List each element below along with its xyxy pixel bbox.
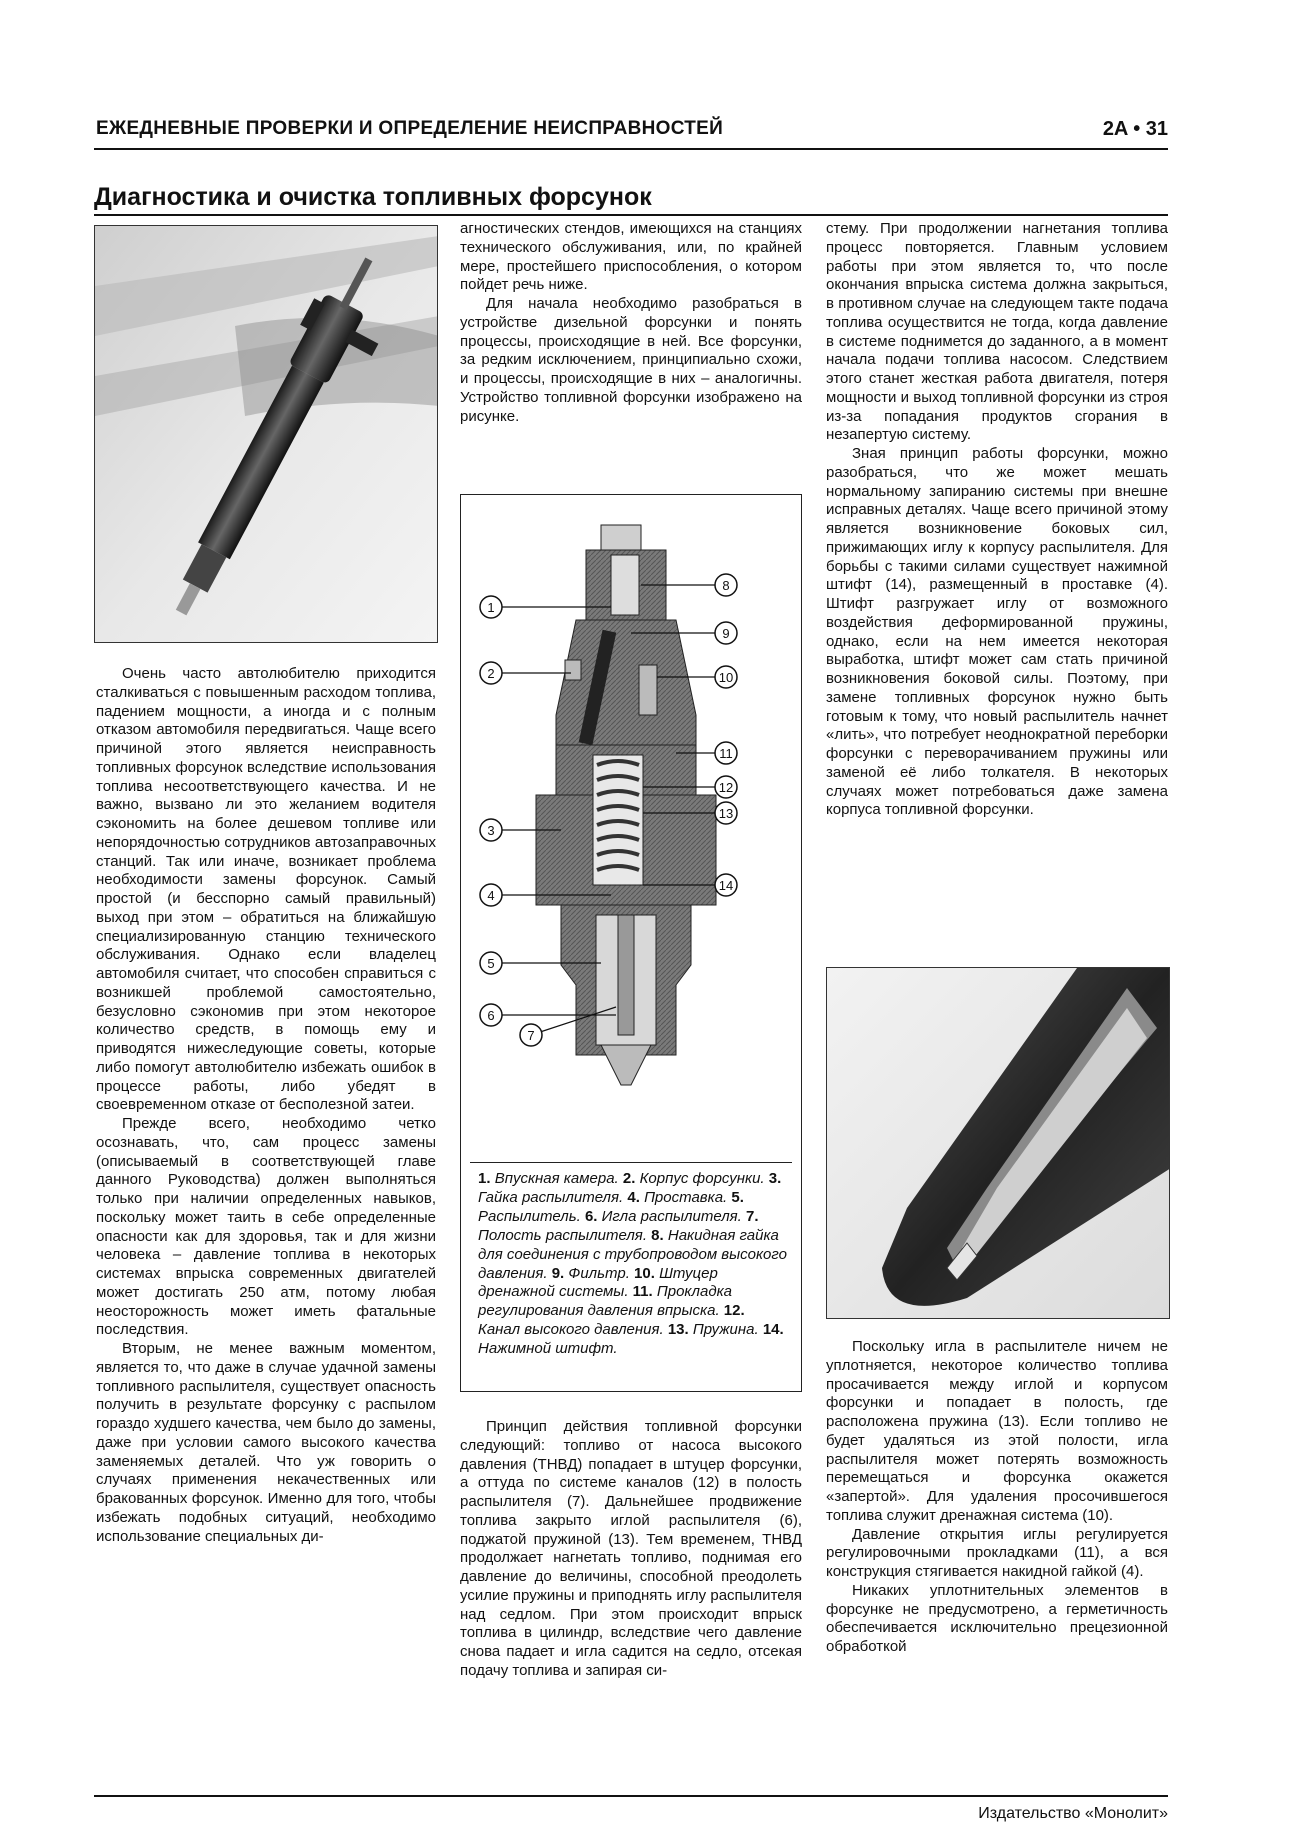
publisher-footer: Издательство «Монолит»	[978, 1805, 1168, 1822]
column-1-text	[96, 665, 436, 1546]
paragraph: стему. При продолжении нагнетания топлива процесс повторяется. Главным условием работы при этом является то, что после окончания впрыска система должна закрыться, в противном случае на следующем такте подача топлива осуществится не тогда, когда давление в системе поднимется до заданного, а в момент начала подачи топлива насосом. Следствием этого станет жесткая работа двигателя, потеря мощности и выход топливной форсунки из строя из-за попадания продуктов сгорания в незапертую систему.	[826, 220, 1168, 444]
figure-caption: 1. Впускная камера. 2. Корпус форсунки. 3. Гайка распылителя. 4. Проставка. 5. Распылитель. 6. Игла распылителя. 7. Полость распылителя. 8. Накидная гайка для соединения с трубопроводом высокого давления. 9. Фильтр. 10. Штуцер дренажной системы. 11. Прокладка регулирования давления впрыска. 12. Канал высокого давления. 13. Пружина. 14. Нажимной штифт.	[478, 1170, 787, 1358]
paragraph: Прежде всего, необходимо четко осознавать, что, сам процесс замены (описываемый в соответствующей главе данного Руководства) должен выполняться только при наличии определенных навыков, поскольку может таить в себе определенные опасности как для здоровья, так и для жизни человека – давление топлива в некоторых системах впрыска современных двигателей может достигать 250 атм, потому любая неосторожность может иметь фатальные последствия.	[96, 1115, 436, 1339]
callout-7: 7	[527, 1028, 535, 1043]
running-header-title: ЕЖЕДНЕВНЫЕ ПРОВЕРКИ И ОПРЕДЕЛЕНИЕ НЕИСПРАВНОСТЕЙ	[96, 118, 724, 139]
paragraph: Никаких уплотнительных элементов в форсунке не предусмотрено, а герметичность обеспечивается исключительно прецезионной обработкой	[826, 1581, 1168, 1655]
page-number: 2A • 31	[1102, 118, 1168, 140]
header-rule	[94, 148, 1168, 150]
column-2-continued-text	[460, 1418, 802, 1681]
paragraph: Давление открытия иглы регулируется регулировочными прокладками (11), а вся конструкция стягивается накидной гайкой (4).	[826, 1525, 1168, 1580]
column-3-continued-text	[826, 1338, 1168, 1657]
paragraph: Очень часто автолюбителю приходится сталкиваться с повышенным расходом топлива, падением мощности, а иногда и с полным отказом автомобиля передвигаться. Чаще всего причиной этого является неисправность топливных форсунок вследствие использования топлива несоответствующего качества. И не важно, вызвано ли это желанием водителя сэкономить на более дешевом топливе или непорядочностью сотрудников автозаправочных станций. Так или иначе, возникает проблема необходимости замены форсунок. Самый простой (и бесспорно самый правильный) выход при этом – обратиться на ближайшую специализированную станцию технического обслуживания. Однако если владелец автомобиля считает, что способен справиться с возникшей проблемой самостоятельно, безусловно сэкономив при этом некоторое количество средств, в помощь ему и приводятся нижеследующие советы, которые либо помогут автолюбителю избежать ошибок в процессе работы, либо убедят в своевременном отказе от бесполезной затеи.	[96, 665, 436, 1114]
column-3-text	[826, 220, 1168, 820]
callout-10: 10	[718, 670, 734, 685]
paragraph: Поскольку игла в распылителе ничем не уплотняется, некоторое количество топлива просачивается между иглой и корпусом форсунки и попадает в полость, где расположена пружина (13). Если топливо не будет удаляться из этой полости, игла распылителя может потерять возможность перемещаться и форсунка окажется «запертой». Для удаления просочившегося топлива служит дренажная система (10).	[826, 1338, 1168, 1524]
callout-2: 2	[487, 666, 495, 681]
column-2-text	[460, 220, 802, 426]
callout-1: 1	[487, 600, 495, 615]
callout-14: 14	[718, 878, 734, 893]
paragraph: Вторым, не менее важным моментом, является то, что даже в случае удачной замены топливного распылителя, существует опасность получить в результате форсунку с распылом гораздо худшего качества, чем было до замены, даже при условии самого высокого качества заменяемых деталей. Что уж говорить о случаях применения некачественных или бракованных форсунок. Именно для того, чтобы избежать подобных ситуаций, необходимо использование специальных ди-	[96, 1340, 436, 1545]
injector-cross-section-diagram	[461, 495, 801, 1165]
callout-3: 3	[487, 823, 495, 838]
caption-rule	[470, 1162, 792, 1163]
callout-11: 11	[719, 746, 733, 761]
paragraph: Для начала необходимо разобраться в устройстве дизельной форсунки и понять процессы, происходящие в ней. Все форсунки, за редким исключением, принципиально схожи, и процессы, происходящие в них – аналогичны. Устройство топливной форсунки изображено на рисунке.	[460, 295, 802, 425]
injector-photo	[94, 225, 438, 643]
footer-rule	[94, 1795, 1168, 1797]
nozzle-tip-photo	[826, 967, 1170, 1319]
callout-5: 5	[487, 956, 495, 971]
section-title: Диагностика и очистка топливных форсунок	[94, 183, 652, 211]
callout-12: 12	[718, 780, 734, 795]
paragraph: Зная принцип работы форсунки, можно разобраться, что же может мешать нормальному запиранию системы при внешне исправных деталях. Чаще всего причиной этому является возникновение боковых сил, прижимающих иглу к корпусу распылителя. Для борьбы с такими силами существует нажимной штифт (14), размещенный в проставке (4). Штифт разгружает иглу от возможного воздействия деформированной пружины, однако, если на нем имеется некоторая выработка, штифт может сам стать причиной возникновения боковой силы. Поэтому, при замене топливных форсунок нужно быть готовым к тому, что новый распылитель начнет «лить», что потребует неоднократной переборки форсунки с переворачиванием пружины или заменой её либо толкателя. В некоторых случаях может потребоваться даже замена корпуса топливной форсунки.	[826, 445, 1168, 819]
section-rule	[94, 214, 1168, 216]
callout-6: 6	[487, 1008, 495, 1023]
paragraph: Принцип действия топливной форсунки следующий: топливо от насоса высокого давления (ТНВД) попадает в штуцер форсунки, а оттуда по системе каналов (12) в полость распылителя (7). Дальнейшее продвижение топлива закрыто иглой распылителя (6), поджатой пружиной (13). Тем временем, ТНВД продолжает нагнетать топливо, поднимая его давление до величины, способной преодолеть усилие пружины и приподнять иглу распылителя над седлом. При этом происходит впрыск топлива в цилиндр, вследствие чего давление снова падает и игла садится на седло, отсекая подачу топлива и запирая си-	[460, 1418, 802, 1679]
callout-9: 9	[722, 626, 730, 641]
callout-4: 4	[487, 888, 495, 903]
paragraph: агностических стендов, имеющихся на станциях технического обслуживания, или, по крайней мере, простейшего приспособления, о котором пойдет речь ниже.	[460, 220, 802, 294]
callout-8: 8	[722, 578, 730, 593]
callout-13: 13	[718, 806, 734, 821]
